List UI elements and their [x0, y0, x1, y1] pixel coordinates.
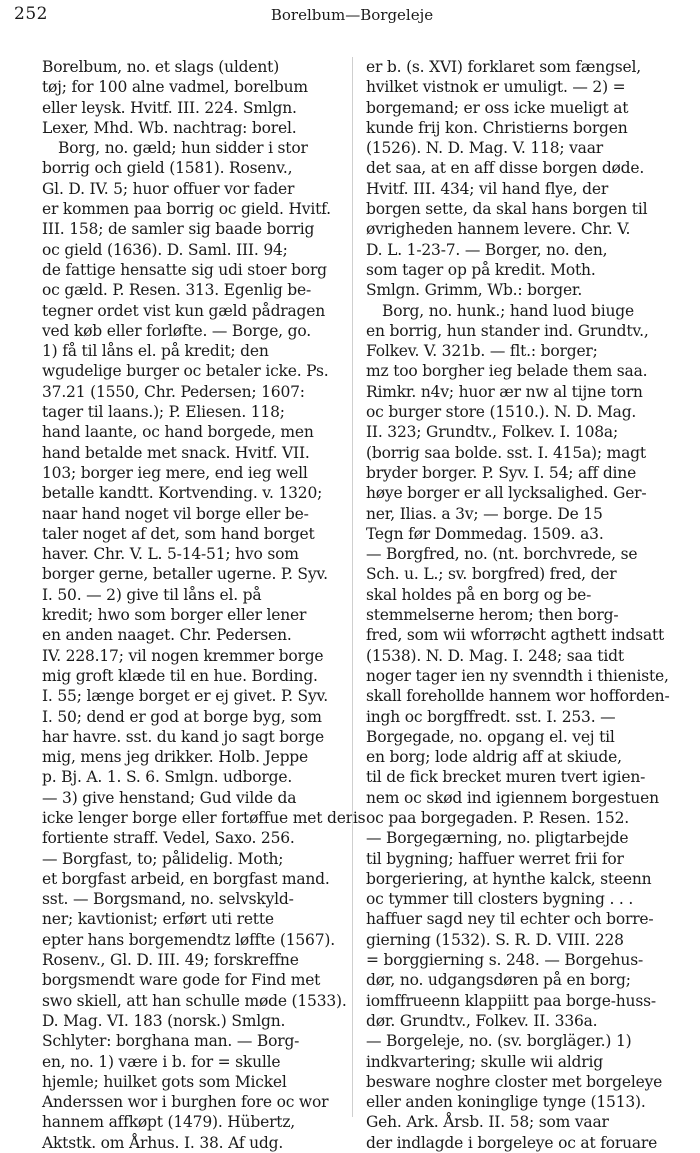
text-line: mig, mens jeg drikker. Holb. Jeppe	[42, 748, 308, 767]
text-line: naar hand noget vil borge eller be-	[42, 504, 309, 523]
text-line: der indlagde i borgeleye oc at foruare	[366, 1133, 658, 1152]
text-line: 103; borger ieg mere, end ieg well	[42, 463, 308, 482]
text-line: de fattige hensatte sig udi stoer borg	[42, 260, 327, 279]
text-line: Sch. u. L.; sv. borgfred) fred, der	[366, 565, 617, 584]
text-line: Aktstk. om Århus. I. 38. Af udg.	[42, 1133, 284, 1152]
text-line: ner, Ilias. a 3v; — borge. De 15	[366, 504, 603, 523]
text-line: D. L. 1-23-7. — Borger, no. den,	[366, 240, 608, 259]
text-line: som tager op på kredit. Moth.	[366, 260, 596, 279]
text-line: (1526). N. D. Mag. V. 118; vaar	[366, 139, 603, 158]
text-line: haver. Chr. V. L. 5-14-51; hvo som	[42, 545, 299, 564]
text-line: borrig och gield (1581). Rosenv.,	[42, 159, 293, 178]
text-line: gierning (1532). S. R. D. VIII. 228	[366, 930, 624, 949]
text-line: haffuer sagd ney til echter och borre-	[366, 910, 654, 929]
text-line: et borgfast arbeid, en borgfast mand.	[42, 869, 330, 888]
text-line: en borrig, hun stander ind. Grundtv.,	[366, 321, 649, 340]
page-number: 252	[14, 4, 48, 24]
text-line: Hvitf. III. 434; vil hand flye, der	[366, 179, 609, 198]
text-line: stemmelserne herom; then borg-	[366, 606, 619, 625]
text-line: (borrig saa bolde. sst. I. 415a); magt	[366, 443, 646, 462]
text-line: Rimkr. n4v; huor ær nw al tijne torn	[366, 382, 643, 401]
text-line: Tegn før Dommedag. 1509. a3.	[366, 524, 604, 543]
text-line: oc paa borgegaden. P. Resen. 152.	[366, 808, 629, 827]
text-line: skall forehollde hannem wor hofforden-	[366, 687, 670, 706]
text-line: swo skiell, att han schulle møde (1533).	[42, 991, 347, 1010]
text-line: wgudelige burger oc betaler icke. Ps.	[42, 362, 329, 381]
text-line: kunde frij kon. Christierns borgen	[366, 118, 628, 137]
text-line: borger gerne, betaller ugerne. P. Syv.	[42, 565, 328, 584]
text-line: D. Mag. VI. 183 (norsk.) Smlgn.	[42, 1011, 286, 1030]
text-line: iomffrueenn klappiitt paa borge-huss-	[366, 991, 656, 1010]
text-line: Rosenv., Gl. D. III. 49; forskreffne	[42, 951, 299, 970]
text-line: besware noghre closter met borgeleye	[366, 1072, 663, 1091]
page-header	[14, 4, 690, 30]
text-line: ingh oc borgffredt. sst. I. 253. —	[366, 707, 616, 726]
text-line: I. 55; længe borget er ej givet. P. Syv.	[42, 687, 328, 706]
text-line: hand laante, oc hand borgede, men	[42, 423, 314, 442]
text-line: Lexer, Mhd. Wb. nachtrag: borel.	[42, 118, 297, 137]
text-line: ner; kavtionist; erført uti rette	[42, 910, 274, 929]
text-line: oc tymmer till closters bygning . . .	[366, 890, 634, 909]
text-line: oc gield (1636). D. Saml. III. 94;	[42, 240, 288, 259]
text-line: taler noget af det, som hand borget	[42, 524, 315, 543]
text-line: borgsmendt ware gode for Find met	[42, 971, 321, 990]
text-line: Folkev. V. 321b. — flt.: borger;	[366, 342, 598, 361]
text-line: — Borgeleje, no. (sv. borgläger.) 1)	[366, 1032, 632, 1051]
text-line: Borg, no. hunk.; hand luod biuge	[382, 301, 634, 320]
text-line: = borggierning s. 248. — Borgehus-	[366, 951, 643, 970]
text-line: eller anden koninglige tynge (1513).	[366, 1093, 646, 1112]
text-line: indkvartering; skulle wii aldrig	[366, 1052, 603, 1071]
text-line: det saa, at en aff disse borgen døde.	[366, 159, 645, 178]
text-line: epter hans borgemendtz løffte (1567).	[42, 930, 335, 949]
text-line: øvrigheden hannem levere. Chr. V.	[366, 220, 631, 239]
text-line: Borelbum, no. et slags (uldent)	[42, 58, 280, 76]
text-line: er kommen paa borrig oc gield. Hvitf.	[42, 200, 331, 219]
text-line: til de fick brecket muren tvert igien-	[366, 768, 646, 787]
text-line: oc gæld. P. Resen. 313. Egenlig be-	[42, 281, 312, 300]
text-line: skal holdes på en borg og be-	[366, 585, 592, 604]
text-line: er b. (s. XVI) forklaret som fængsel,	[366, 58, 642, 76]
text-line: nem oc skød ind igiennem borgestuen	[366, 788, 659, 807]
text-line: ved køb eller forløfte. — Borge, go.	[42, 321, 311, 340]
text-line: Schlyter: borghana man. — Borg-	[42, 1032, 300, 1051]
text-line: mz too borgher ieg belade them saa.	[366, 362, 648, 381]
text-line: (1538). N. D. Mag. I. 248; saa tidt	[366, 646, 624, 665]
text-line: fred, som wii wforrøcht agthett indsatt	[366, 626, 665, 645]
text-line: kredit; hwo som borger eller lener	[42, 606, 307, 625]
text-line: en, no. 1) være i b. for = skulle	[42, 1052, 281, 1071]
running-head: Borelbum—Borgeleje	[270, 6, 434, 24]
text-line: dør, no. udgangsdøren på en borg;	[366, 971, 631, 990]
text-line: — Borgfast, to; pålidelig. Moth;	[42, 849, 284, 868]
text-line: 37.21 (1550, Chr. Pedersen; 1607:	[42, 382, 305, 401]
text-line: fortiente straff. Vedel, Saxo. 256.	[42, 829, 295, 848]
text-line: borgeriering, at hynthe kalck, steenn	[366, 869, 652, 888]
column-divider	[352, 57, 353, 1117]
text-line: IV. 228.17; vil nogen kremmer borge	[42, 646, 324, 665]
text-line: — 3) give henstand; Gud vilde da	[42, 788, 297, 807]
text-line: tager til laans.); P. Eliesen. 118;	[42, 403, 285, 422]
text-line: borgemand; er oss icke mueligt at	[366, 98, 629, 117]
text-line: II. 323; Grundtv., Folkev. I. 108a;	[366, 423, 618, 442]
text-line: tegner ordet vist kun gæld pådragen	[42, 301, 326, 320]
text-line: bryder borger. P. Syv. I. 54; aff dine	[366, 463, 637, 482]
text-line: hand betalde met snack. Hvitf. VII.	[42, 443, 310, 462]
text-line: — Borgfred, no. (nt. borchvrede, se	[366, 545, 638, 564]
text-line: eller leysk. Hvitf. III. 224. Smlgn.	[42, 98, 297, 117]
text-line: Smlgn. Grimm, Wb.: borger.	[366, 281, 583, 300]
text-line: borgen sette, da skal hans borgen til	[366, 200, 648, 219]
text-line: Borgegade, no. opgang el. vej til	[366, 727, 615, 746]
text-line: høye borger er all lycksalighed. Ger-	[366, 484, 647, 503]
text-line: til bygning; haffuer werret frii for	[366, 849, 624, 868]
text-line: p. Bj. A. 1. S. 6. Smlgn. udborge.	[42, 768, 293, 787]
text-line: hannem affkøpt (1479). Hübertz,	[42, 1113, 296, 1132]
text-line: Borg, no. gæld; hun sidder i stor	[58, 139, 308, 158]
text-line: Geh. Ark. Årsb. II. 58; som vaar	[366, 1113, 609, 1132]
text-line: noger tager ien ny svenndth i thieniste,	[366, 666, 669, 685]
text-line: mig groft klæde til en hue. Bording.	[42, 666, 318, 685]
text-line: I. 50. — 2) give til låns el. på	[42, 585, 262, 604]
right-column	[366, 57, 684, 1152]
text-line: icke lenger borge eller fortøffue met deris	[42, 808, 366, 827]
text-line: dør. Grundtv., Folkev. II. 336a.	[366, 1011, 598, 1030]
text-line: oc burger store (1510.). N. D. Mag.	[366, 403, 637, 422]
text-line: III. 158; de samler sig baade borrig	[42, 220, 315, 239]
text-line: Anderssen wor i burghen fore oc wor	[42, 1093, 329, 1112]
text-line: tøj; for 100 alne vadmel, borelbum	[42, 78, 308, 97]
text-line: en anden naaget. Chr. Pedersen.	[42, 626, 292, 645]
left-column	[42, 57, 366, 1152]
text-line: — Borgegærning, no. pligtarbejde	[366, 829, 629, 848]
text-line: en borg; lode aldrig aff at skiude,	[366, 748, 622, 767]
text-line: betalle kandtt. Kortvending. v. 1320;	[42, 484, 323, 503]
text-line: sst. — Borgsmand, no. selvskyld-	[42, 890, 294, 909]
text-line: Gl. D. IV. 5; huor offuer vor fader	[42, 179, 295, 198]
text-line: har havre. sst. du kand jo sagt borge	[42, 727, 324, 746]
text-line: I. 50; dend er god at borge byg, som	[42, 707, 322, 726]
text-line: 1) få til låns el. på kredit; den	[42, 342, 269, 361]
text-line: hvilket vistnok er umuligt. — 2) =	[366, 78, 626, 97]
text-line: hjemle; huilket gots som Mickel	[42, 1072, 287, 1091]
